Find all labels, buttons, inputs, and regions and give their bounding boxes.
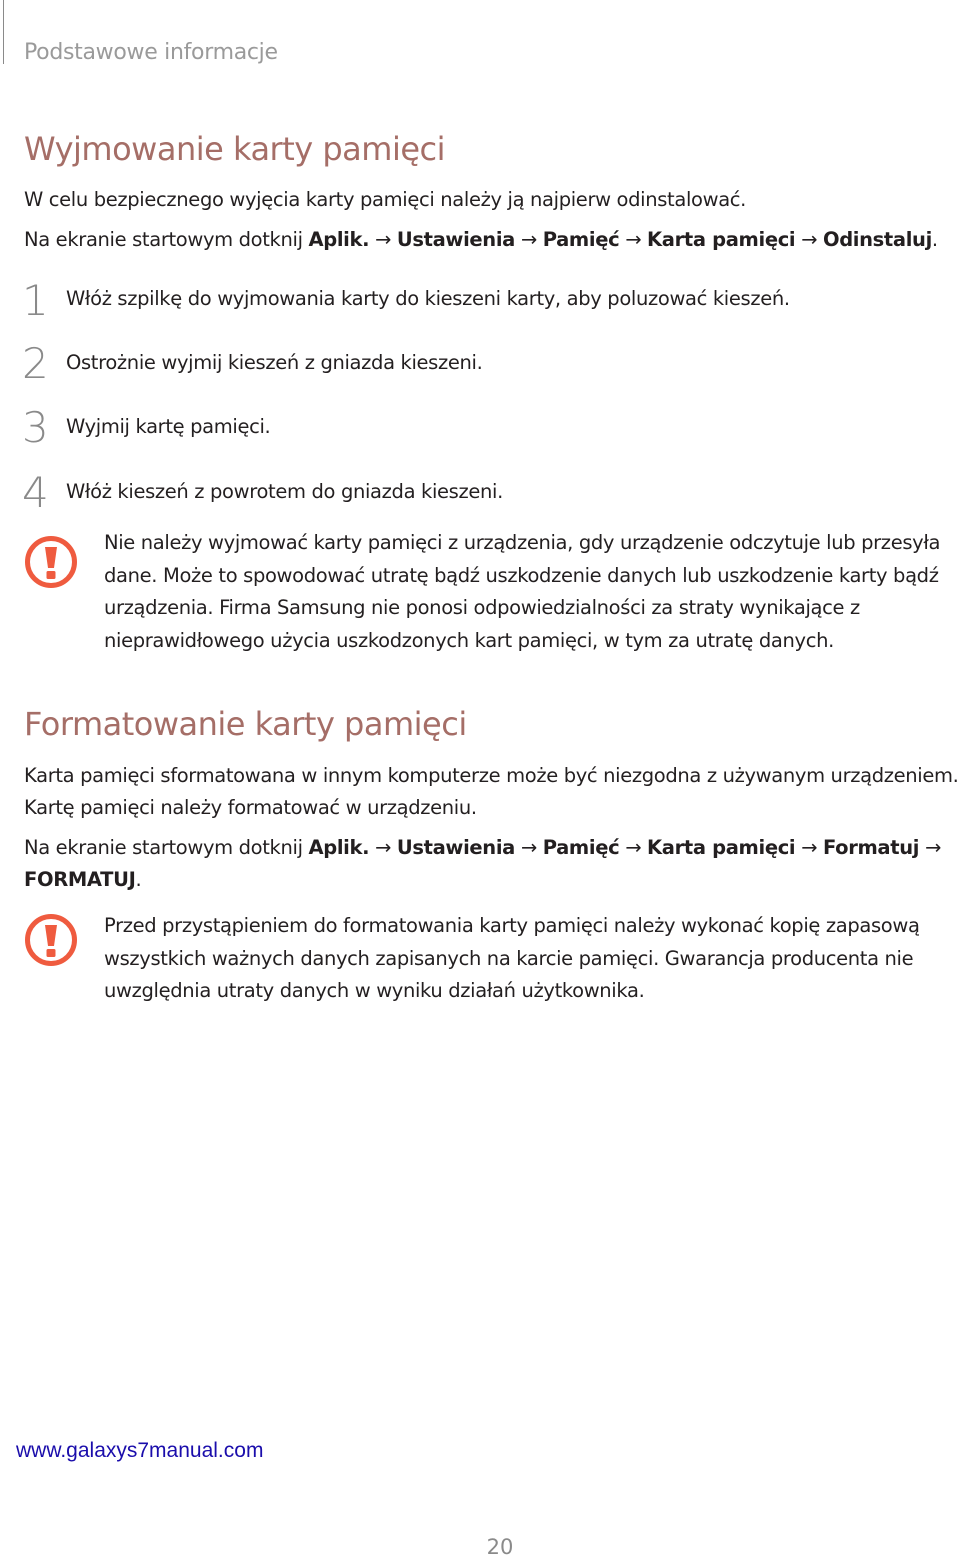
path-suffix: .: [135, 868, 142, 891]
step-number: 4: [22, 468, 49, 517]
path-arrow: →: [801, 836, 818, 859]
path-item: Ustawienia: [396, 228, 515, 251]
footer-website-link[interactable]: www.galaxys7manual.com: [16, 1439, 264, 1462]
step-number: 1: [22, 276, 49, 325]
path-item: Aplik.: [308, 228, 370, 251]
remove-card-intro: W celu bezpiecznego wyjęcia karty pamięci należy ją najpierw odinstalować.: [24, 188, 747, 211]
warning-text-remove: Nie należy wyjmować karty pamięci z urządzenia, gdy urządzenie odczytuje lub przesyła dane. Może to spowodować utratę bądź uszkodzenie danych lub uszkodzenie karty bądź urządzenia. Firma Samsung nie ponosi odpowiedzialności za straty wynikające z nieprawidłowego użycia uszkodzonych kart pamięci, w tym za utratę danych.: [104, 531, 941, 652]
path-arrow: →: [924, 836, 941, 859]
step-text: Włóż kieszeń z powrotem do gniazda kieszeni.: [66, 480, 503, 503]
path-item: Pamięć: [542, 228, 620, 251]
path-prefix: Na ekranie startowym dotknij: [24, 228, 309, 251]
step-number: 2: [22, 339, 49, 388]
path-item: Ustawienia: [396, 836, 515, 859]
path-item: Formatuj: [822, 836, 920, 859]
path-arrow: →: [625, 228, 642, 251]
path-arrow: →: [375, 228, 392, 251]
path-arrow: →: [801, 228, 818, 251]
path-item: Aplik.: [308, 836, 370, 859]
path-item: Odinstaluj: [822, 228, 932, 251]
path-item: Karta pamięci: [647, 836, 796, 859]
path-prefix: Na ekranie startowym dotknij: [24, 836, 309, 859]
path-arrow: →: [625, 836, 642, 859]
format-card-path-cont: [24, 864, 141, 896]
path-item: Karta pamięci: [647, 228, 796, 251]
step-number: 3: [22, 403, 49, 452]
remove-card-path: [24, 224, 938, 256]
format-card-intro-2: Kartę pamięci należy formatować w urządzeniu.: [24, 796, 477, 819]
path-suffix: .: [931, 228, 938, 251]
warning-exclamation-icon: [24, 913, 78, 967]
section-title-format-card: Formatowanie karty pamięci: [24, 705, 467, 743]
step-text: Włóż szpilkę do wyjmowania karty do kieszeni karty, aby poluzować kieszeń.: [66, 287, 790, 310]
section-header: Podstawowe informacje: [24, 40, 278, 65]
page-number: 20: [486, 1535, 514, 1559]
path-item: FORMATUJ: [24, 868, 136, 891]
warning-text-format: Przed przystąpieniem do formatowania karty pamięci należy wykonać kopię zapasową wszystkich ważnych danych zapisanych na karcie pamięci. Gwarancja producenta nie uwzględnia utraty danych w wyniku działań użytkownika.: [104, 914, 920, 1002]
path-item: Pamięć: [542, 836, 620, 859]
warning-exclamation-icon: [24, 535, 78, 589]
format-card-intro-1: Karta pamięci sformatowana w innym komputerze może być niezgodna z używanym urządzeniem.: [24, 764, 959, 787]
step-text: Wyjmij kartę pamięci.: [66, 415, 271, 438]
path-arrow: →: [520, 228, 537, 251]
step-text: Ostrożnie wyjmij kieszeń z gniazda kieszeni.: [66, 351, 483, 374]
section-title-remove-card: Wyjmowanie karty pamięci: [24, 130, 446, 168]
path-arrow: →: [520, 836, 537, 859]
format-card-path: [24, 832, 941, 864]
path-arrow: →: [375, 836, 392, 859]
page-edge-line: [3, 0, 4, 64]
